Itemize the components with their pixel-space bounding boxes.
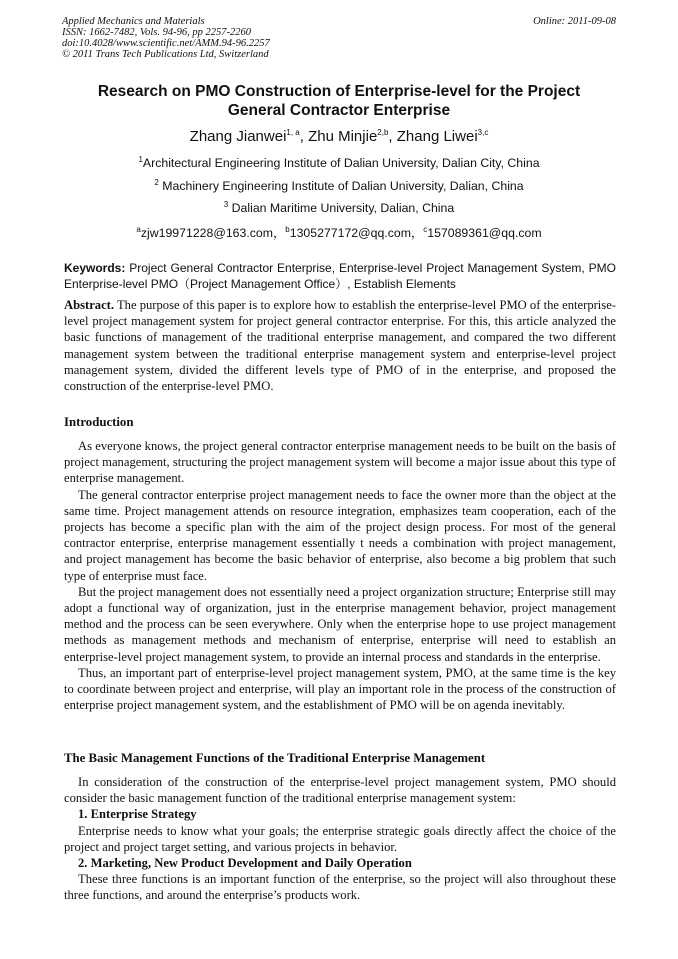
paper-title bbox=[62, 82, 616, 120]
subheading-marketing: 2. Marketing, New Product Development and Daily Operation bbox=[78, 856, 412, 871]
author-name: Zhang Jianwei bbox=[189, 128, 287, 145]
affiliation-3 bbox=[62, 201, 616, 215]
online-date: Online: 2011-09-08 bbox=[533, 16, 616, 27]
abstract-label: Abstract. bbox=[64, 298, 115, 312]
email-sup: a bbox=[136, 224, 141, 234]
paragraph: Thus, an important part of enterprise-level project management system, PMO, at the same time is the key to coordinate between project and enterprise, will play an important role in the process of the construction of enterprise project management system, and the establishment of PMO will be on agenda inevitably. bbox=[64, 665, 616, 713]
affil-sup: 1 bbox=[138, 154, 143, 164]
paragraph: In consideration of the construction of the enterprise-level project management system, PMO should consider the basic management function of the traditional enterprise management system: bbox=[64, 775, 616, 806]
introduction-body bbox=[64, 438, 616, 713]
keywords-label: Keywords: bbox=[64, 261, 126, 275]
email-sup: c bbox=[423, 224, 428, 234]
affil-text: Dalian Maritime University, Dalian, China bbox=[228, 201, 455, 215]
affil-sup: 3 bbox=[223, 199, 229, 209]
email-c[interactable]: 157089361@qq.com bbox=[427, 226, 542, 240]
paragraph: The general contractor enterprise project management needs to face the owner more than the object at the same time. Project management attends on resource integration, emphasizes team cooperation, each of the projects has become a specific plan with the aim of the project design process. For most of the general contractor enterprise, enterprise management essentially t needs a combination with project management, and project management has become the basic behavior of enterprise, also become a big problem that such type of enterprise must face. bbox=[64, 487, 616, 583]
email-b[interactable]: 1305277172@qq.com， bbox=[289, 226, 424, 240]
affil-text: Architectural Engineering Institute of Dalian University, Dalian City, China bbox=[142, 156, 540, 170]
author-sep: , bbox=[299, 128, 309, 145]
heading-basic-functions: The Basic Management Functions of the Traditional Enterprise Management bbox=[64, 751, 486, 765]
keywords-text: Project General Contractor Enterprise, Enterprise-level Project Management System, PMO Enterprise-level PMO（Project Management Office）, Establish Elements bbox=[64, 261, 616, 291]
heading-introduction: Introduction bbox=[64, 415, 134, 429]
email-sup: b bbox=[285, 224, 290, 234]
affiliation-2 bbox=[62, 179, 616, 193]
subheading-strategy: 1. Enterprise Strategy bbox=[78, 807, 197, 822]
author-name: Zhang Liwei bbox=[396, 128, 478, 145]
paragraph: As everyone knows, the project general contractor enterprise management needs to be built on the basis of project management, structuring the project management system will become a major issue about this type of enterprise management. bbox=[64, 439, 616, 486]
author-list bbox=[62, 128, 616, 145]
author-sup: 3,c bbox=[477, 128, 489, 137]
paragraph: Enterprise needs to know what your goals; the enterprise strategic goals directly affect the choice of the project and project target setting, and various projects in behavior. bbox=[64, 823, 616, 854]
title-line-2: General Contractor Enterprise bbox=[227, 102, 451, 119]
email-line bbox=[62, 223, 616, 241]
abstract bbox=[64, 297, 616, 394]
affil-sup: 2 bbox=[154, 177, 159, 187]
author-name: Zhu Minjie bbox=[308, 128, 378, 145]
affiliation-1 bbox=[62, 156, 616, 170]
copyright-line: © 2011 Trans Tech Publications Ltd, Switzerland bbox=[62, 49, 269, 60]
doi-line: doi:10.4028/www.scientific.net/AMM.94-96.2257 bbox=[62, 38, 270, 49]
affil-text: Machinery Engineering Institute of Dalian University, Dalian, China bbox=[158, 179, 524, 193]
author-sep: , bbox=[388, 128, 397, 145]
paragraph: These three functions is an important function of the enterprise, so the project will also throughout these three functions, and around the enterprise’s products work. bbox=[64, 872, 616, 903]
title-line-1: Research on PMO Construction of Enterprise-level for the Project bbox=[97, 83, 581, 100]
issn-line: ISSN: 1662-7482, Vols. 94-96, pp 2257-2260 bbox=[62, 27, 251, 38]
author-sup: 2,b bbox=[377, 128, 389, 137]
journal-header bbox=[62, 16, 616, 60]
journal-name: Applied Mechanics and Materials bbox=[62, 16, 205, 27]
author-sup: 1, a bbox=[286, 128, 300, 137]
email-a[interactable]: zjw19971228@163.com， bbox=[140, 226, 286, 240]
abstract-text: The purpose of this paper is to explore how to establish the enterprise-level PMO of the enterprise-level project management system for project general contractor enterprise. For this, this article analyzed the basic functions of management of the traditional enterprise management, and compared the two different management system between the traditional enterprise management system and enterprise-level project management system, divided the different levels type of PMO of in the enterprise, and proposed the construction of the enterprise-level PMO. bbox=[64, 298, 616, 394]
basic-functions-body bbox=[64, 774, 616, 904]
paragraph: But the project management does not essentially need a project organization structure; Enterprise still may adopt a functional way of organization, just in the enterprise management behavior, project management method and the process can be seen everywhere. Only when the enterprise hope to use project management methods as management methods and mechanism of enterprise, enterprise will need to establish an enterprise-level project management system, to provide an internal process and standards in the enterprise. bbox=[64, 584, 616, 664]
keywords bbox=[64, 260, 616, 292]
